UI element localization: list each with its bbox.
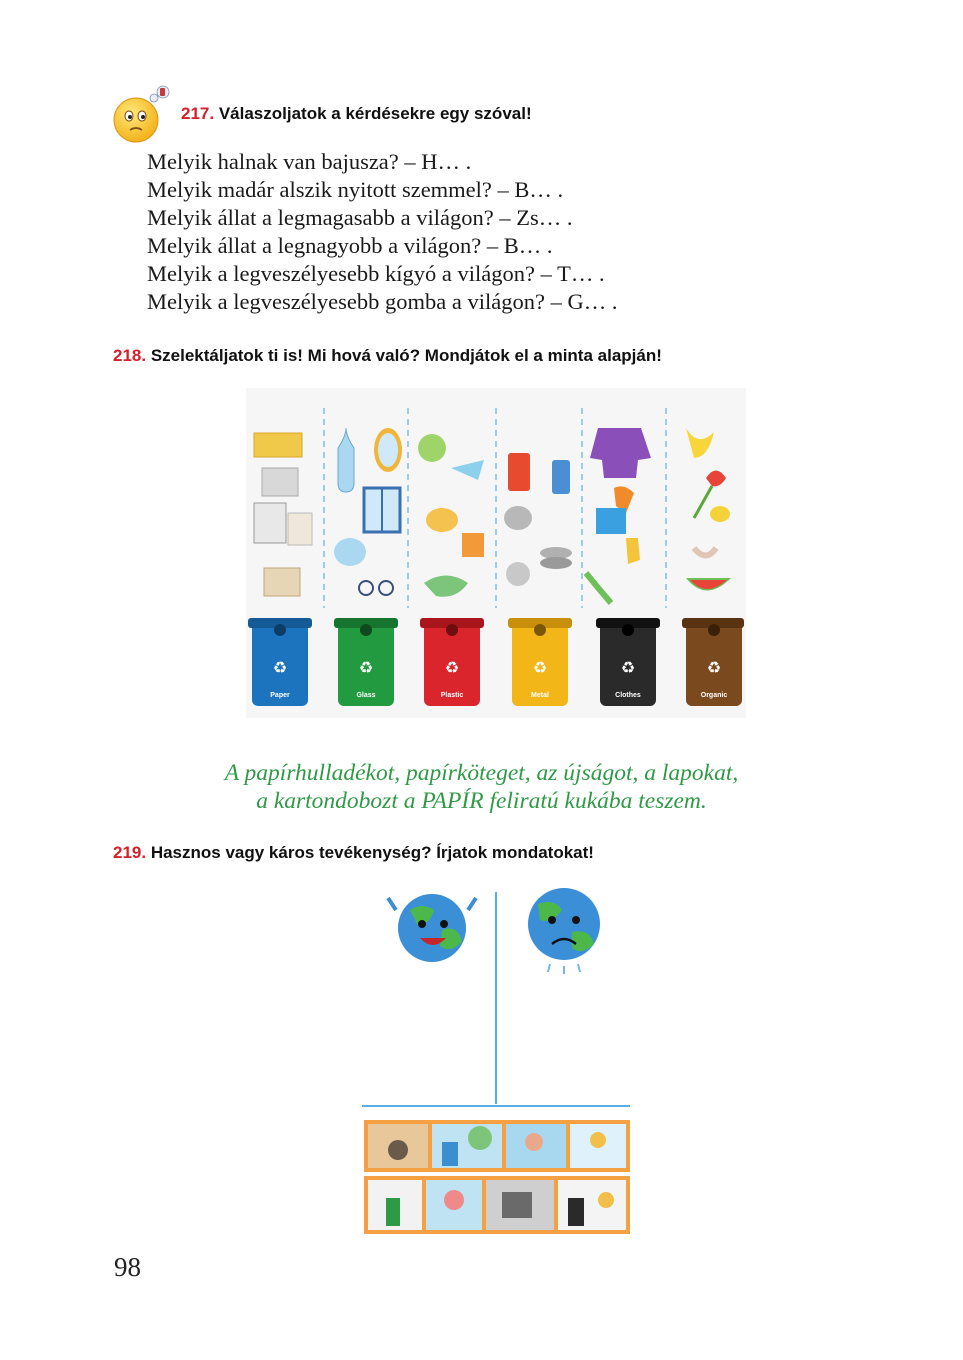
bin-metal-label: Metal	[531, 692, 549, 699]
task-219-number: 219.	[113, 843, 147, 862]
svg-text:♻: ♻	[532, 660, 548, 677]
bin-plastic-label: Plastic	[440, 692, 464, 699]
sad-earth-icon	[528, 888, 600, 974]
svg-text:♻: ♻	[620, 660, 636, 677]
task-217-heading	[181, 104, 532, 124]
task-219-heading	[113, 843, 594, 863]
sample-sentence-line-2: a kartondobozt a PAPÍR feliratú kukába teszem.	[256, 788, 707, 814]
bin-glass-label: Glass	[356, 692, 376, 699]
task-219-title: Hasznos vagy káros tevékenység? Írjatok mondatokat!	[150, 843, 594, 862]
sample-sentence-line-1: A papírhulladékot, papírköteget, az újságot, a lapokat,	[224, 760, 739, 786]
activities-illustration	[362, 880, 632, 1240]
bin-glass	[334, 618, 398, 706]
bin-plastic	[420, 618, 484, 706]
bin-clothes-label: Clothes	[615, 692, 641, 699]
bin-organic-label: Organic	[700, 692, 728, 699]
svg-text:♻: ♻	[358, 660, 374, 677]
bin-clothes	[596, 618, 660, 706]
task-217-title: Válaszoljatok a kérdésekre egy szóval!	[218, 104, 532, 123]
question-1: Melyik halnak van bajusza? – H… .	[147, 149, 472, 174]
page-number: 98	[114, 1252, 141, 1282]
bin-metal	[508, 618, 572, 706]
question-4: Melyik állat a legnagyobb a világon? – B… .	[147, 233, 553, 258]
task-218-title: Szelektáljatok ti is! Mi hová való? Mondjátok el a minta alapján!	[150, 346, 662, 365]
task-217-number: 217.	[181, 104, 215, 123]
task-218-number: 218.	[113, 346, 147, 365]
happy-earth-icon	[388, 894, 476, 962]
question-2: Melyik madár alszik nyitott szemmel? – B… .	[147, 177, 564, 202]
task-218-heading	[113, 346, 662, 366]
bin-organic	[682, 618, 744, 706]
activity-pictures-row-1	[364, 1120, 630, 1172]
svg-text:♻: ♻	[444, 660, 460, 677]
bin-paper-label: Paper	[270, 692, 290, 699]
task-217-questions	[147, 148, 618, 316]
question-3: Melyik állat a legmagasabb a világon? – Zs… .	[147, 205, 573, 230]
thinking-emoji-icon	[110, 84, 172, 146]
bin-paper	[248, 618, 312, 706]
question-5: Melyik a legveszélyesebb kígyó a világon? – T… .	[147, 261, 605, 286]
activity-pictures-row-2	[364, 1176, 630, 1234]
svg-text:♻: ♻	[706, 660, 722, 677]
recycling-illustration	[246, 388, 746, 718]
svg-text:♻: ♻	[272, 660, 288, 677]
question-6: Melyik a legveszélyesebb gomba a világon? – G… .	[147, 289, 618, 314]
